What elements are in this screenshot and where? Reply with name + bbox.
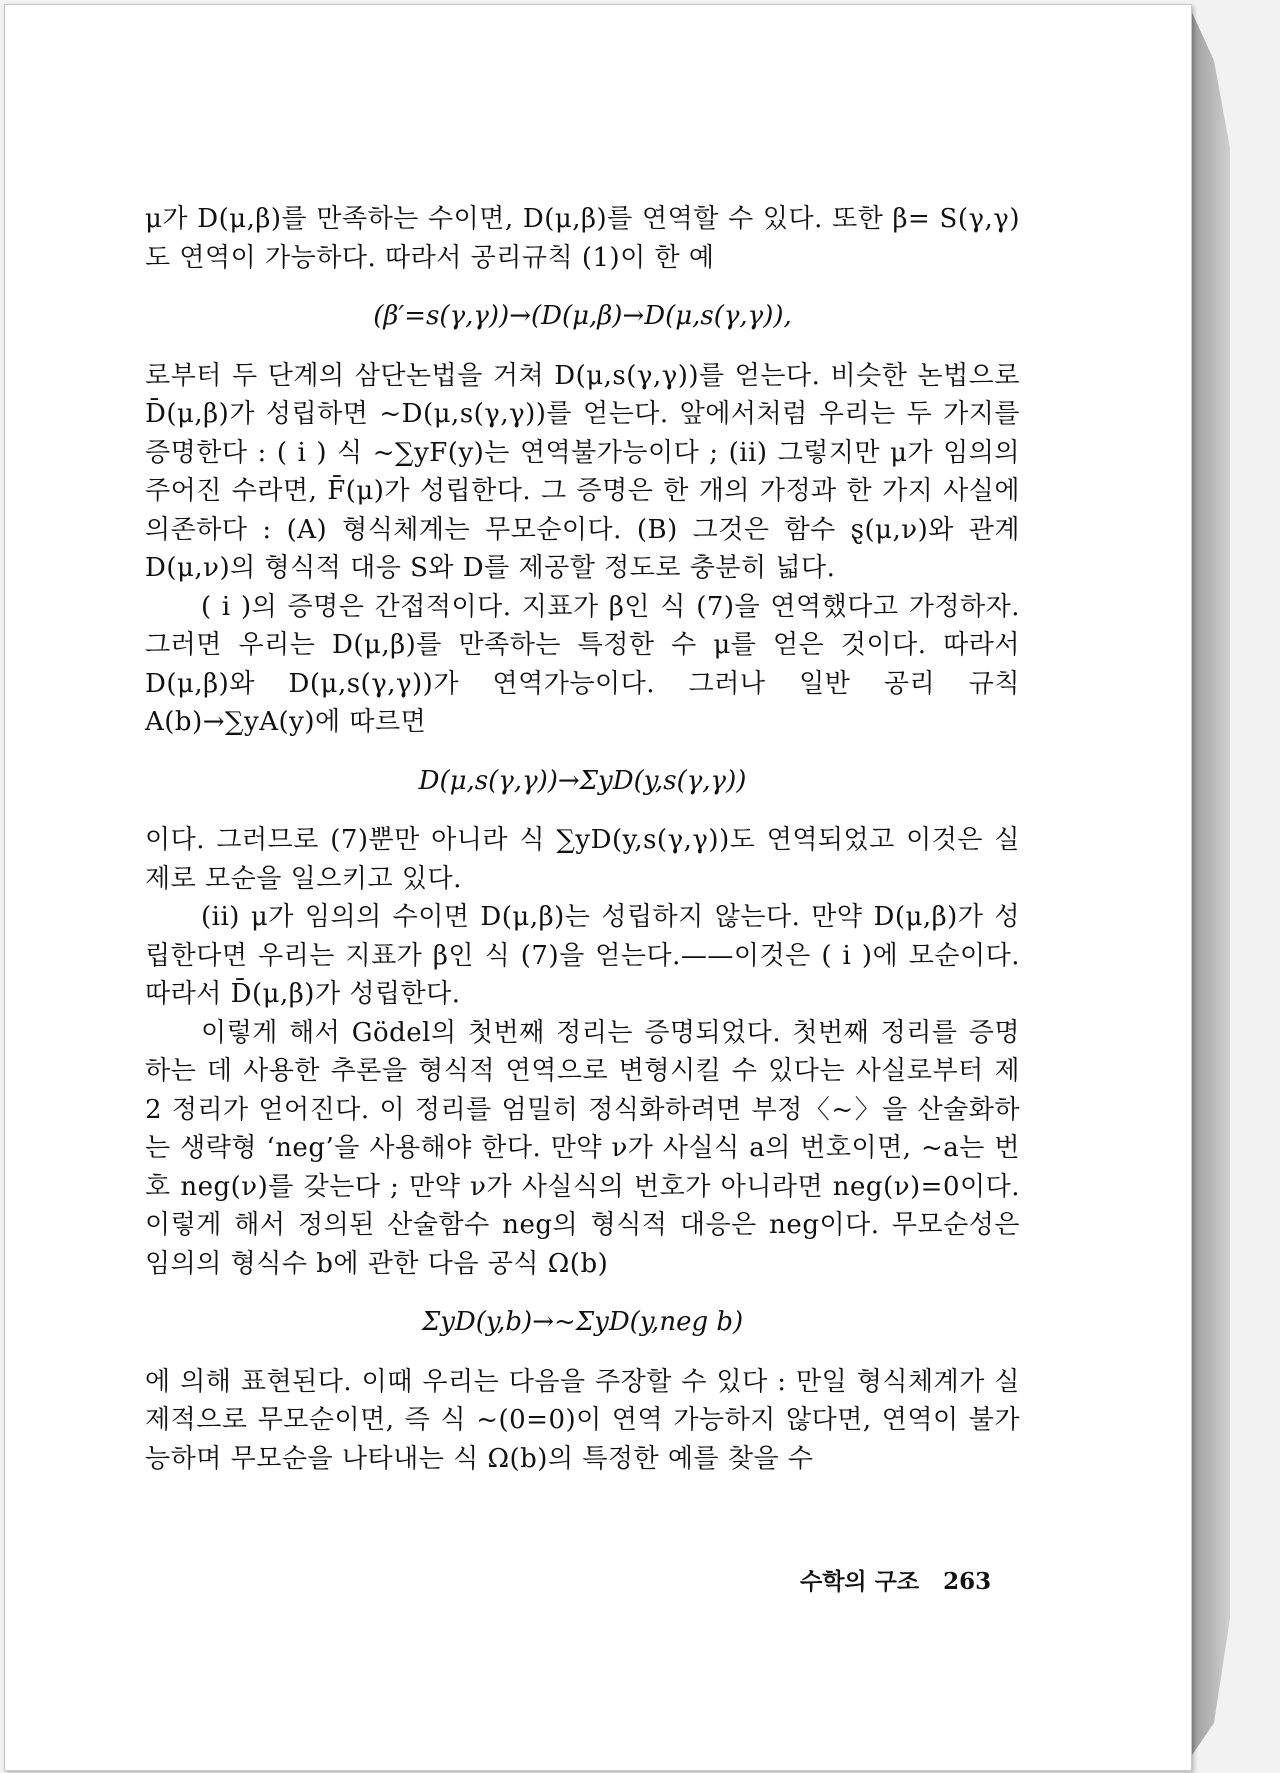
paragraph: 이렇게 해서 Gödel의 첫번째 정리는 증명되었다. 첫번째 정리를 증명하는 데 사용한 추론을 형식적 연역으로 변형시킬 수 있다는 사실로부터 제 2 정리가 얻어진다. 이 정리를 엄밀히 정식화하려면 부정〈~〉을 산술화하는 생략형 ‘neg’을 사용해야 한다. 만약 ν가 사실식 a의 번호이면, ~a는 번호 neg(ν)를 갖는다 ; 만약 ν가 사실식의 번호가 아니라면 neg(ν)=0이다. 이렇게 해서 정의된 산술함수 neg의 형식적 대응은 neg이다. 무모순성은 임의의 형식수 b에 관한 다음 공식 Ω(b) — [145, 1017, 1020, 1279]
paragraph: μ가 D(μ,β)를 만족하는 수이면, D(μ,β)를 연역할 수 있다. 또한 β= S(γ,γ)도 연역이 가능하다. 따라서 공리규칙 (1)이 한 예 — [145, 204, 1020, 273]
paragraph: (ii) μ가 임의의 수이면 D(μ,β)는 성립하지 않는다. 만약 D(μ,β)가 성립한다면 우리는 지표가 β인 식 (7)을 얻는다.——이것은 ( i )에 모순이다. 따라서 D̄(μ,β)가 성립한다. — [145, 902, 1020, 1009]
book-page — [4, 4, 1192, 1771]
paragraph: 로부터 두 단계의 삼단논법을 거쳐 D(μ,s(γ,γ))를 얻는다. 비슷한 논법으로 D̄(μ,β)가 성립하면 ~D(μ,s(γ,γ))를 얻는다. 앞에서처럼 우리는 두 가지를 증명한다 : ( i ) 식 ~∑yF(y)는 연역불가능이다 ; (ii) 그렇지만 μ가 임의의 주어진 수라면, F̄(μ)가 성립한다. 그 증명은 한 개의 가정과 한 가지 사실에 의존하다 : (A) 형식체계는 무모순이다. (B) 그것은 함수 ȿ(μ,ν)와 관계 D(μ,ν)의 형식적 대응 S와 D를 제공할 정도로 충분히 넓다. — [145, 360, 1020, 583]
display-formula: (β′=s(γ,γ))→(D(μ,β)→D(μ,s(γ,γ)), — [373, 301, 792, 331]
page-number: 263 — [943, 1568, 992, 1595]
display-formula: ΣyD(y,b)→~ΣyD(y,neg b) — [421, 1307, 744, 1337]
display-formula: D(μ,s(γ,γ))→ΣyD(y,s(γ,γ)) — [418, 765, 747, 796]
paragraph: 이다. 그러므로 (7)뿐만 아니라 식 ∑yD(y,s(γ,γ))도 연역되었고 이것은 실제로 모순을 일으키고 있다. — [145, 825, 1020, 894]
page-body — [145, 200, 1020, 1478]
page-footer — [800, 1563, 991, 1596]
paragraph: ( i )의 증명은 간접적이다. 지표가 β인 식 (7)을 연역했다고 가정하자. 그러면 우리는 D(μ,β)를 만족하는 특정한 수 μ를 얻은 것이다. 따라서 D(μ,β)와 D(μ,s(γ,γ))가 연역가능이다. 그러나 일반 공리 규칙 A(b)→∑yA(y)에 따르면 — [145, 591, 1020, 737]
page-edge-shadow — [1190, 8, 1230, 1758]
paragraph: 에 의해 표현된다. 이때 우리는 다음을 주장할 수 있다 : 만일 형식체계가 실제적으로 무모순이면, 즉 식 ~(0=0)이 연역 가능하지 않다면, 연역이 불가능하며 무모순을 나타내는 식 Ω(b)의 특정한 예를 찾을 수 — [145, 1366, 1020, 1474]
running-title: 수학의 구조 — [800, 1569, 920, 1595]
